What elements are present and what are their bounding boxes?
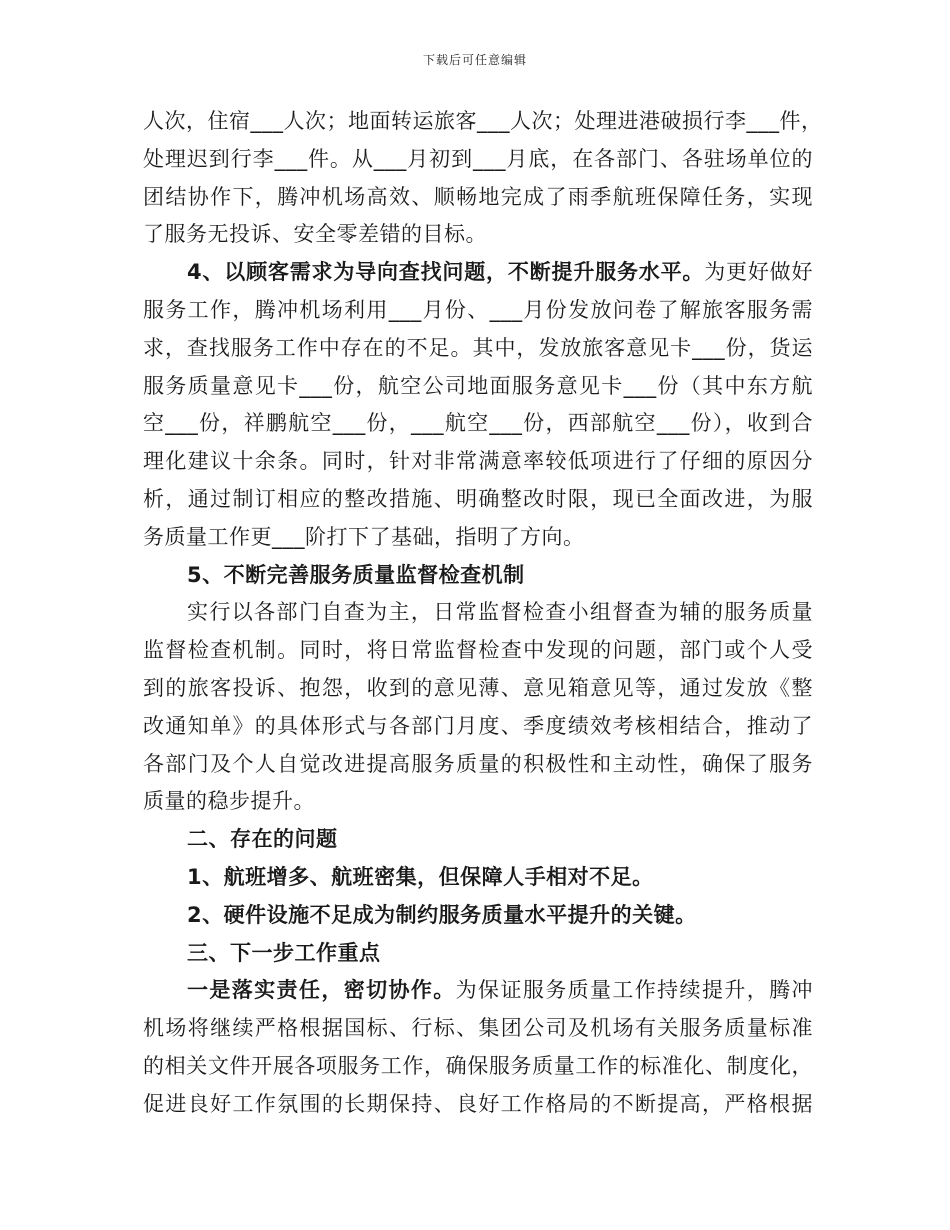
body-text-segment: 实行以各部门自查为主，日常监督检查小组督查为辅的服务质量 (187, 600, 813, 625)
body-text-segment: 的相关文件开展各项服务工作，确保服务质量工作的标准化、制度化， (143, 1053, 813, 1078)
text-line (143, 179, 813, 217)
body-text-segment: 处理迟到行李___件。从___月初到___月底，在各部门、各驻场单位的 (143, 146, 813, 171)
text-line (143, 254, 813, 292)
text-line (143, 292, 813, 330)
body-text-segment: 析，通过制订相应的整改措施、明确整改时限，现已全面改进，为服 (143, 486, 813, 511)
bold-heading-text: 一是落实责任，密切协作。 (187, 978, 456, 1003)
body-text-segment: 为更好做好 (704, 260, 813, 285)
body-text-segment: 了服务无投诉、安全零差错的目标。 (143, 222, 487, 247)
text-line (143, 481, 813, 519)
page-header: 下载后可任意编辑 (422, 53, 527, 67)
body-text-segment: 监督检查机制。同时，将日常监督检查中发现的问题，部门或个人受 (143, 638, 813, 663)
body-text-segment: 改通知单》的具体形式与各部门月度、季度绩效考核相结合，推动了 (143, 713, 813, 738)
body-text-segment: 服务质量意见卡___份，航空公司地面服务意见卡___份（其中东方航 (143, 373, 813, 398)
text-line (143, 972, 813, 1010)
body-text-segment: 促进良好工作氛围的长期保持、良好工作格局的不断提高，严格根据 (143, 1091, 813, 1116)
text-line (143, 216, 813, 254)
text-line (143, 443, 813, 481)
text-line (143, 103, 823, 141)
text-line (143, 746, 813, 784)
bold-heading-text: 2、硬件设施不足成为制约服务质量水平提升的关键。 (187, 902, 697, 927)
bold-heading-text: 5、不断完善服务质量监督检查机制 (187, 562, 525, 587)
text-line (143, 632, 813, 670)
body-text-segment: 务质量工作更___阶打下了基础，指明了方向。 (143, 524, 585, 549)
text-line (143, 897, 813, 935)
text-line (143, 594, 813, 632)
bold-heading-text: 二、存在的问题 (187, 827, 338, 852)
text-line (143, 405, 813, 443)
body-text-segment: 为保证服务质量工作持续提升，腾冲 (455, 978, 814, 1003)
text-line (143, 557, 813, 595)
text-line (143, 368, 813, 406)
text-line (143, 519, 813, 557)
bold-heading-text: 三、下一步工作重点 (187, 940, 381, 965)
bold-heading-text: 1、航班增多、航班密集，但保障人手相对不足。 (187, 864, 654, 889)
text-line (143, 670, 813, 708)
body-text-segment: 质量的稳步提升。 (143, 789, 315, 814)
body-text-segment: 理化建议十余条。同时，针对非常满意率较低项进行了仔细的原因分 (143, 449, 813, 474)
body-text-segment: 空___份，祥鹏航空___份，___航空___份，西部航空___份），收到合 (143, 411, 813, 436)
bold-heading-text: 4、以顾客需求为导向查找问题，不断提升服务水平。 (187, 260, 705, 285)
text-line (143, 330, 813, 368)
text-line (143, 859, 813, 897)
text-line (143, 1048, 813, 1086)
text-line (143, 141, 813, 179)
body-text-segment: 求，查找服务工作中存在的不足。其中，发放旅客意见卡___份，货运 (143, 335, 813, 360)
text-line (143, 1086, 813, 1124)
text-line (143, 783, 813, 821)
body-text-segment: 团结协作下，腾冲机场高效、顺畅地完成了雨季航班保障任务，实现 (143, 184, 813, 209)
text-line (143, 708, 813, 746)
body-text-segment: 各部门及个人自觉改进提高服务质量的积极性和主动性，确保了服务 (143, 751, 813, 776)
text-line (143, 935, 813, 973)
body-text-segment: 到的旅客投诉、抱怨，收到的意见薄、意见箱意见等，通过发放《整 (143, 675, 813, 700)
body-text-segment: 服务工作，腾冲机场利用___月份、___月份发放问卷了解旅客服务需 (143, 297, 813, 322)
document-body (143, 103, 823, 1124)
body-text-segment: 机场将继续严格根据国标、行标、集团公司及机场有关服务质量标准 (143, 1016, 813, 1041)
body-text-segment: 人次，住宿___人次；地面转运旅客___人次；处理进港破损行李___件， (143, 109, 823, 133)
text-line (143, 821, 813, 859)
text-line (143, 1010, 813, 1048)
